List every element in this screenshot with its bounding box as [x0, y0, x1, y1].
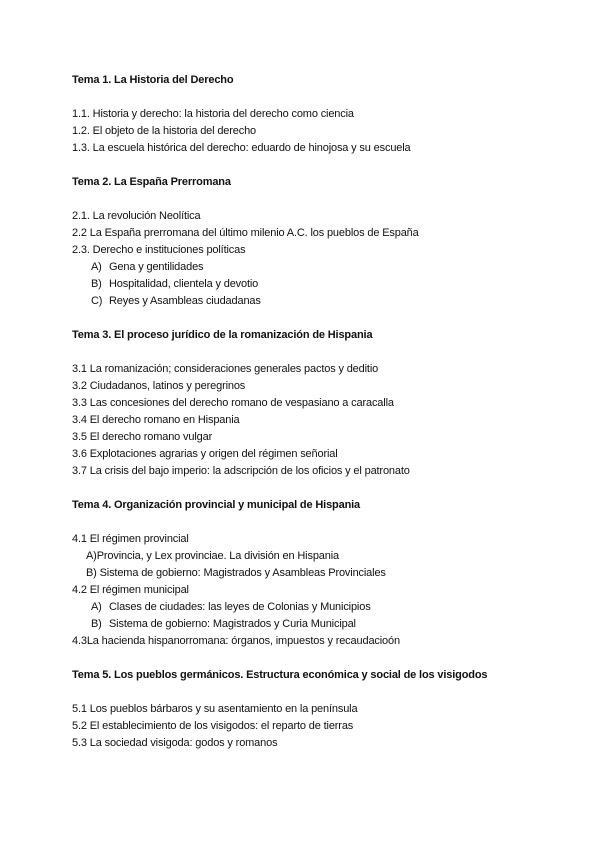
- list-item: 3.4 El derecho romano en Hispania: [72, 414, 240, 426]
- spacer: [72, 157, 542, 174]
- sub-item-text: Hospitalidad, clientela y devotio: [109, 278, 259, 290]
- sub-item-label: B): [91, 618, 102, 630]
- sub-item-label: A): [91, 601, 102, 613]
- list-item: 1.3. La escuela histórica del derecho: eduardo de hinojosa y su escuela: [72, 142, 411, 154]
- spacer: [72, 310, 542, 327]
- spacer: [72, 89, 542, 106]
- sub-list-item: B) Sistema de gobierno: Magistrados y Asambleas Provinciales: [86, 567, 386, 579]
- list-item: 5.3 La sociedad visigoda: godos y romanos: [72, 737, 278, 749]
- sub-list-item: [72, 293, 542, 310]
- list-item: 5.1 Los pueblos bárbaros y su asentamiento en la península: [72, 703, 358, 715]
- list-item: 1.2. El objeto de la historia del derecho: [72, 125, 257, 137]
- spacer: [72, 650, 542, 667]
- sub-item-text: Sistema de gobierno: Magistrados y Curia Municipal: [109, 618, 356, 630]
- spacer: [72, 344, 542, 361]
- list-item: 3.1 La romanización; consideraciones generales pactos y deditio: [72, 363, 379, 375]
- spacer: [72, 514, 542, 531]
- sub-list-item: [72, 616, 542, 633]
- list-item: 2.3. Derecho e instituciones políticas: [72, 244, 246, 256]
- list-item: 5.2 El establecimiento de los visigodos: el reparto de tierras: [72, 720, 354, 732]
- spacer: [72, 480, 542, 497]
- list-item: 3.3 Las concesiones del derecho romano de vespasiano a caracalla: [72, 397, 394, 409]
- list-item: 1.1. Historia y derecho: la historia del derecho como ciencia: [72, 108, 354, 120]
- tema-2-heading: Tema 2. La España Prerromana: [72, 176, 231, 188]
- sub-list-item: [72, 259, 542, 276]
- sub-item-label: A): [91, 261, 102, 273]
- list-item: 2.2 La España prerromana del último milenio A.C. los pueblos de España: [72, 227, 419, 239]
- sub-item-text: Gena y gentilidades: [109, 261, 204, 273]
- sub-list-item: [72, 599, 542, 616]
- document-page: [72, 72, 542, 752]
- sub-item-label: C): [91, 295, 103, 307]
- list-item: 2.1. La revolución Neolítica: [72, 210, 201, 222]
- spacer: [72, 191, 542, 208]
- sub-list-item: A)Provincia, y Lex provinciae. La división en Hispania: [86, 550, 339, 562]
- list-item: 3.5 El derecho romano vulgar: [72, 431, 213, 443]
- tema-1-heading: Tema 1. La Historia del Derecho: [72, 74, 234, 86]
- sub-item-text: Reyes y Asambleas ciudadanas: [109, 295, 261, 307]
- list-item: 4.2 El régimen municipal: [72, 584, 189, 596]
- tema-3-heading: Tema 3. El proceso jurídico de la romanización de Hispania: [72, 329, 373, 341]
- sub-item-text: Clases de ciudades: las leyes de Colonias y Municipios: [109, 601, 371, 613]
- tema-5-heading: Tema 5. Los pueblos germánicos. Estructura económica y social de los visigodos: [72, 669, 488, 681]
- list-item: 4.1 El régimen provincial: [72, 533, 189, 545]
- tema-4-heading: Tema 4. Organización provincial y municipal de Hispania: [72, 499, 361, 511]
- sub-item-label: B): [91, 278, 102, 290]
- spacer: [72, 684, 542, 701]
- list-item: 3.2 Ciudadanos, latinos y peregrinos: [72, 380, 246, 392]
- list-item: 3.7 La crisis del bajo imperio: la adscripción de los oficios y el patronato: [72, 465, 410, 477]
- sub-list-item: [72, 276, 542, 293]
- list-item: 3.6 Explotaciones agrarias y origen del régimen señorial: [72, 448, 338, 460]
- list-item: 4.3La hacienda hispanorromana: órganos, impuestos y recaudacioón: [72, 635, 400, 647]
